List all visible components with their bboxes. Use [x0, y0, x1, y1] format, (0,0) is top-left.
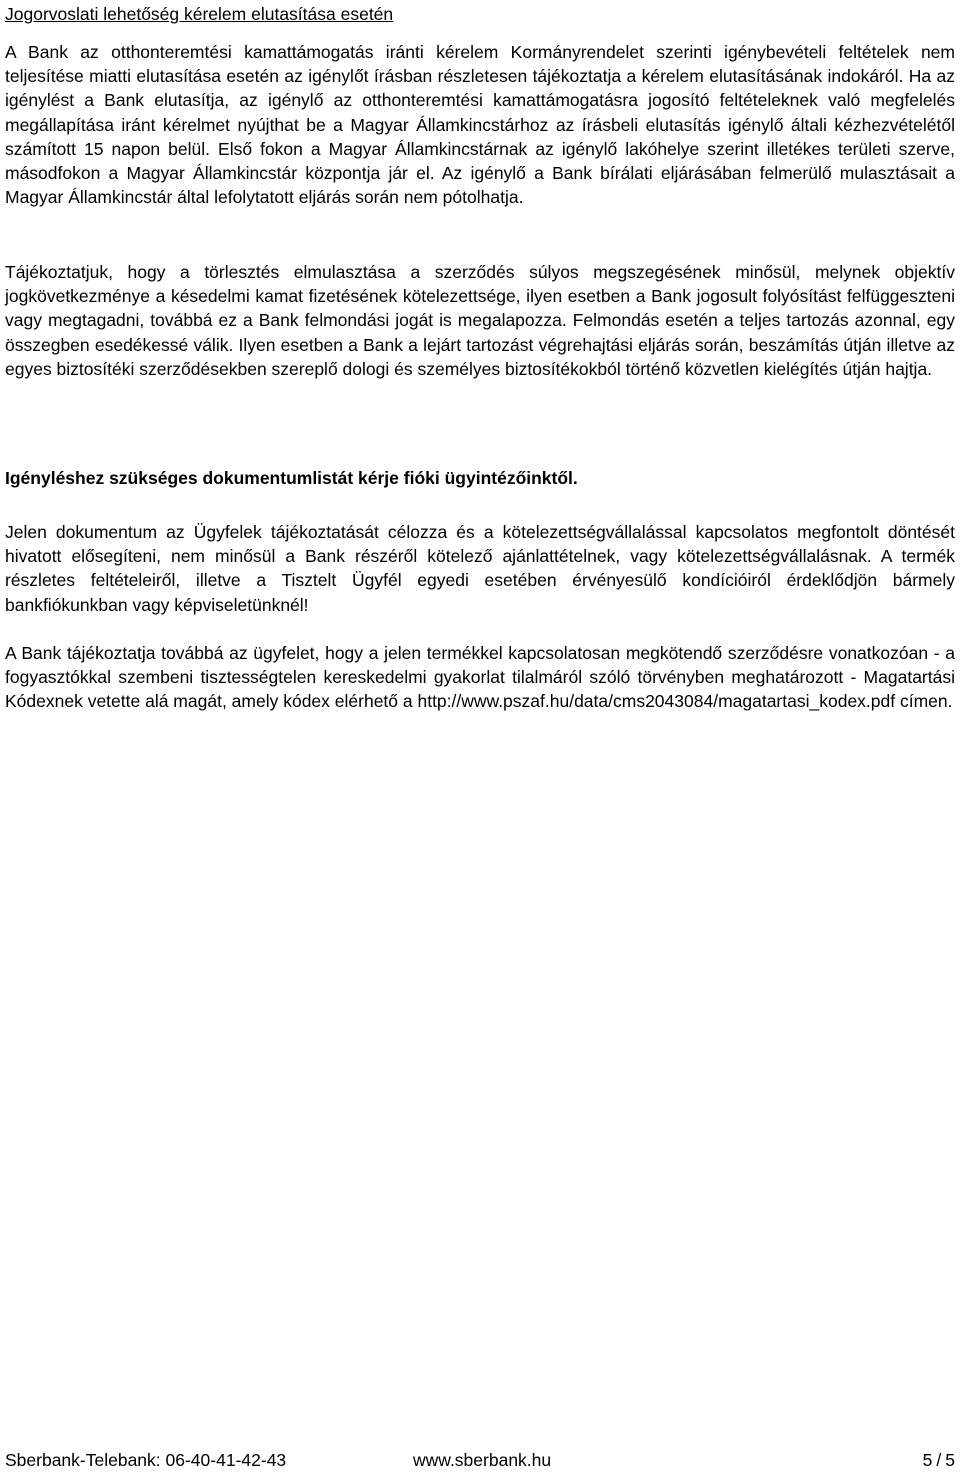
page-footer [0, 1449, 960, 1471]
page-current: 5 [922, 1450, 933, 1470]
paragraph-repayment-default: Tájékoztatjuk, hogy a törlesztés elmulasztása a szerződés súlyos megszegésének minősül, melynek objektív jogkövetkezménye a késedelmi kamat fizetésének kötelezettsége, ilyen esetben a Bank jogosult folyósítást felfüggeszteni vagy megtagadni, továbbá ez a Bank felmondási jogát is megalapozza. Felmondás esetén a teljes tartozás azonnal, egy összegben esedékessé válik. Ilyen esetben a Bank a lejárt tartozást végrehajtási eljárás során, beszámítás útján illetve az egyes biztosítéki szerződésekben szereplő dologi és személyes biztosítékokból történő közvetlen kielégítés útján hajtja. [5, 262, 955, 379]
footer-website-link[interactable]: www.sberbank.hu [413, 1450, 552, 1470]
page-total: 5 [945, 1450, 955, 1470]
footer-telebank: Sberbank-Telebank: 06-40-41-42-43 [5, 1450, 287, 1470]
section-heading: Jogorvoslati lehetőség kérelem elutasítása esetén [5, 4, 394, 24]
paragraph-appeal-rights: A Bank az otthonteremtési kamattámogatás iránti kérelem Kormányrendelet szerinti igénybevételi feltételek nem teljesítése miatti elutasítása esetén az igénylőt írásban részletesen tájékoztatja a kérelem elutasításának indokáról. Ha az igénylést a Bank elutasítja, az igénylő az otthonteremtési kamattámogatásra jogosító feltételeknek való megfelelés megállapítása iránt kérelmet nyújthat be a Magyar Államkincstárhoz az írásbeli elutasítás igénylő általi kézhezvételétől számított 15 napon belül. Első fokon a Magyar Államkincstárnak az igénylő lakóhelye szerint illetékes területi szerve, másodfokon a Magyar Államkincstár központja jár el. Az igénylő a Bank bírálati eljárásában felmerülő mulasztásait a Magyar Államkincstár által lefolytatott eljárás során nem pótolhatja. [5, 42, 955, 208]
page-separator: / [936, 1450, 942, 1470]
paragraph-document-list: Igényléshez szükséges dokumentumlistát kérje fióki ügyintézőinktől. [5, 468, 578, 488]
paragraph-code-of-conduct: A Bank tájékoztatja továbbá az ügyfelet, hogy a jelen termékkel kapcsolatosan megkötendő szerződésre vonatkozóan - a fogyasztókkal szembeni tisztességtelen kereskedelmi gyakorlat tilalmáról szóló törvényben meghatározott - Magatartási Kódexnek vetette alá magát, amely kódex elérhető a http://www.pszaf.hu/data/cms2043084/magatartasi_kodex.pdf címen. [5, 643, 955, 712]
page-number [923, 1449, 955, 1471]
paragraph-disclaimer: Jelen dokumentum az Ügyfelek tájékoztatását célozza és a kötelezettségvállalással kapcsolatos megfontolt döntését hivatott elősegíteni, nem minősül a Bank részéről kötelező ajánlattételnek, vagy kötelezettségvállalásnak. A termék részletes feltételeiről, illetve a Tisztelt Ügyfél egyedi esetében érvényesülő kondícióiról érdeklődjön bármely bankfiókunkban vagy képviseletünknél! [5, 522, 955, 615]
